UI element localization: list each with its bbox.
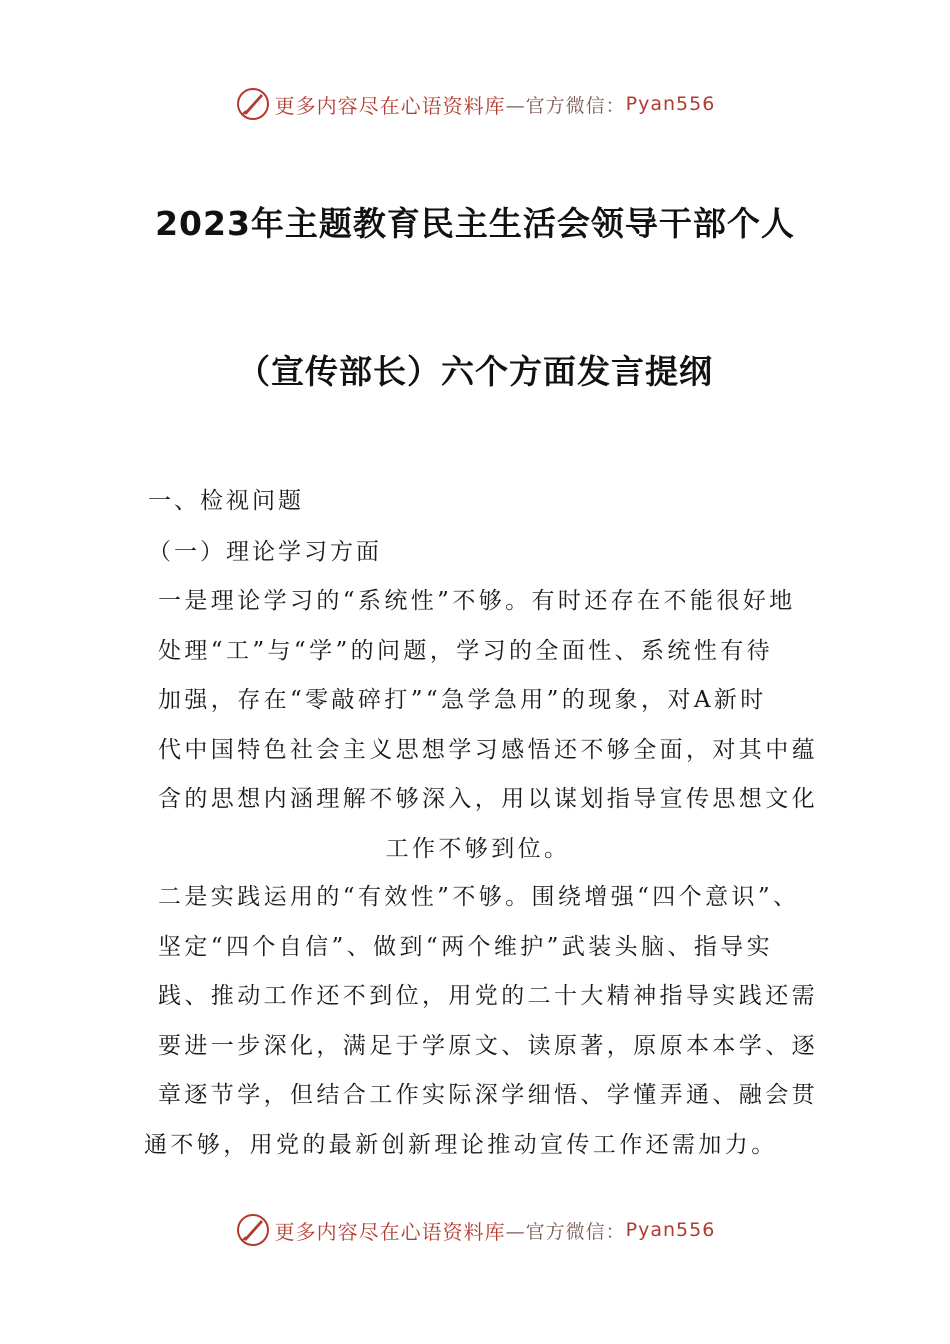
paragraph-line: 工作不够到位。 xyxy=(385,835,571,862)
paragraph-line: 通不够，用党的最新创新理论推动宣传工作还需加力。 xyxy=(144,1131,778,1158)
watermark-main-text: 更多内容尽在心语资料库 xyxy=(274,93,506,118)
footer-watermark xyxy=(0,1210,950,1250)
subsection-heading: （一）理论学习方面 xyxy=(148,539,382,565)
paragraph-line: 代中国特色社会主义思想学习感悟还不够全面，对其中蕴 xyxy=(158,736,818,763)
paragraph-line: 处理“工”与“学”的问题，学习的全面性、系统性有待 xyxy=(158,637,774,664)
watermark-sub-text: —官方微信： xyxy=(505,1220,626,1243)
document-title-line-1: 2023年主题教育民主生活会领导干部个人 xyxy=(155,204,795,243)
paragraph-line: 加强，存在“零敲碎打”“急学急用”的现象，对A新时 xyxy=(158,687,767,713)
watermark-main-text: 更多内容尽在心语资料库 xyxy=(274,1219,506,1244)
watermark-sub-text: —官方微信： xyxy=(505,94,626,117)
watermark-wechat-id: Pyan556 xyxy=(625,1219,716,1241)
quill-logo-icon xyxy=(235,86,271,122)
paragraph-line: 章逐节学，但结合工作实际深学细悟、学懂弄通、融会贯 xyxy=(158,1082,818,1108)
paragraph-theory-study xyxy=(158,577,818,874)
header-watermark xyxy=(0,84,950,124)
paragraph-practice-application xyxy=(144,873,818,1170)
quill-logo-icon xyxy=(235,1212,271,1248)
section-heading: 一、检视问题 xyxy=(148,488,304,514)
paragraph-line: 践、推动工作还不到位，用党的二十大精神指导实践还需 xyxy=(158,983,818,1009)
paragraph-line: 含的思想内涵理解不够深入，用以谋划指导宣传思想文化 xyxy=(158,786,818,812)
paragraph-line: 要进一步深化，满足于学原文、读原著，原原本本学、逐 xyxy=(158,1032,818,1059)
watermark-wechat-id: Pyan556 xyxy=(625,93,716,115)
paragraph-line: 一是理论学习的“系统性”不够。有时还存在不能很好地 xyxy=(158,588,796,614)
paragraph-line: 坚定“四个自信”、做到“两个维护”武装头脑、指导实 xyxy=(158,933,774,960)
document-title-line-2: （宣传部长）六个方面发言提纲 xyxy=(237,352,713,391)
paragraph-line: 二是实践运用的“有效性”不够。围绕增强“四个意识”、 xyxy=(158,884,800,910)
